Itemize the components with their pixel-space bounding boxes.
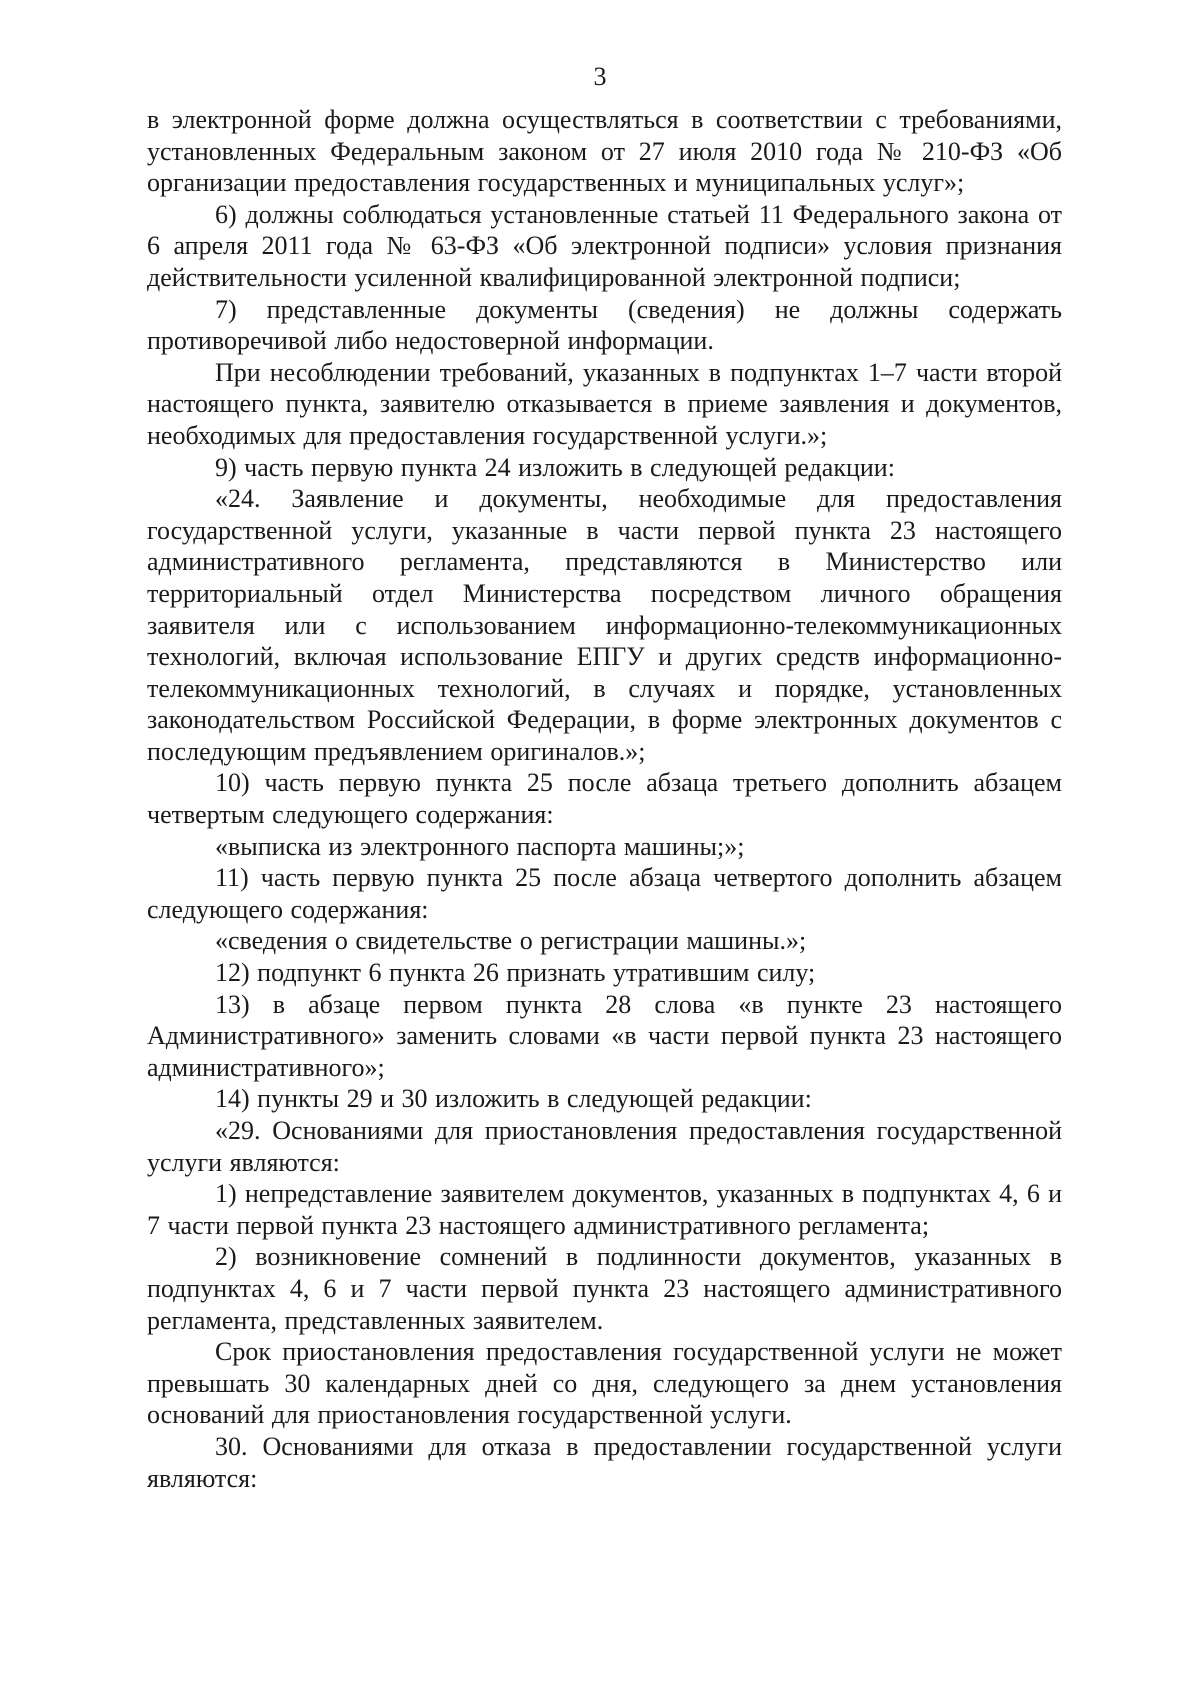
paragraph-clause-29: «29. Основаниями для приостановления предоставления государственной услуги являются: [147, 1116, 1062, 1177]
paragraph-item-10: 10) часть первую пункта 25 после абзаца третьего дополнить абзацем четвертым следующего содержания: [147, 768, 1062, 830]
paragraph-item-13: 13) в абзаце первом пункта 28 слова «в пункте 23 настоящего Административного» заменить словами «в части первой пункта 23 настоящего административного»; [147, 989, 1062, 1082]
paragraph-passport-extract: «выписка из электронного паспорта машины;»; [215, 831, 745, 861]
paragraph-continuation: в электронной форме должна осуществляться в соответствии с требованиями, установленных Федеральным законом от 27 июля 2010 года № 210-ФЗ «Об организации предоставления государственных и муниципальных услуг»; [147, 105, 1062, 198]
paragraph-item-11: 11) часть первую пункта 25 после абзаца четвертого дополнить абзацем следующего содержания: [147, 863, 1062, 924]
paragraph-registration-info: «сведения о свидетельстве о регистрации машины.»; [215, 926, 807, 956]
document-body [147, 104, 1062, 1494]
paragraph-item-7: 7) представленные документы (сведения) не должны содержать противоречивой либо недостоверной информации. [147, 294, 1062, 356]
paragraph-item-14: 14) пункты 29 и 30 изложить в следующей редакции: [215, 1084, 812, 1114]
paragraph-suspension-term: Срок приостановления предоставления государственной услуги не может превышать 30 календарных дней со дня, следующего за днем установления оснований для приостановления государственной услуги. [147, 1337, 1062, 1430]
paragraph-item-12: 12) подпункт 6 пункта 26 признать утратившим силу; [215, 958, 816, 988]
paragraph-clause-30: 30. Основаниями для отказа в предоставлении государственной услуги являются: [147, 1431, 1062, 1493]
paragraph-clause-24: «24. Заявление и документы, необходимые для предоставления государственной услуги, указанные в части первой пункта 23 настоящего административного регламента, представляются в Министерство или территориальный отдел Министерства посредством личного обращения заявителя или с использованием информационно-телекоммуникационных технологий, включая использование ЕПГУ и других средств информационно-телекоммуникационных технологий, в случаях и порядке, установленных законодательством Российской Федерации, в форме электронных документов с последующим предъявлением оригиналов.»; [147, 484, 1062, 766]
paragraph-ground-1: 1) непредставление заявителем документов, указанных в подпунктах 4, 6 и 7 части первой пункта 23 настоящего административного регламента; [147, 1179, 1062, 1240]
page-number: 3 [593, 62, 607, 91]
paragraph-ground-2: 2) возникновение сомнений в подлинности документов, указанных в подпунктах 4, 6 и 7 части первой пункта 23 настоящего административного регламента, представленных заявителем. [147, 1242, 1062, 1335]
paragraph-item-6: 6) должны соблюдаться установленные статьей 11 Федерального закона от 6 апреля 2011 года № 63-ФЗ «Об электронной подписи» условия признания действительности усиленной квалифицированной электронной подписи; [147, 199, 1062, 292]
paragraph-item-9: 9) часть первую пункта 24 изложить в следующей редакции: [215, 452, 895, 482]
paragraph-noncompliance: При несоблюдении требований, указанных в подпунктах 1–7 части второй настоящего пункта, заявителю отказывается в приеме заявления и документов, необходимых для предоставления государственной услуги.»; [147, 357, 1062, 450]
